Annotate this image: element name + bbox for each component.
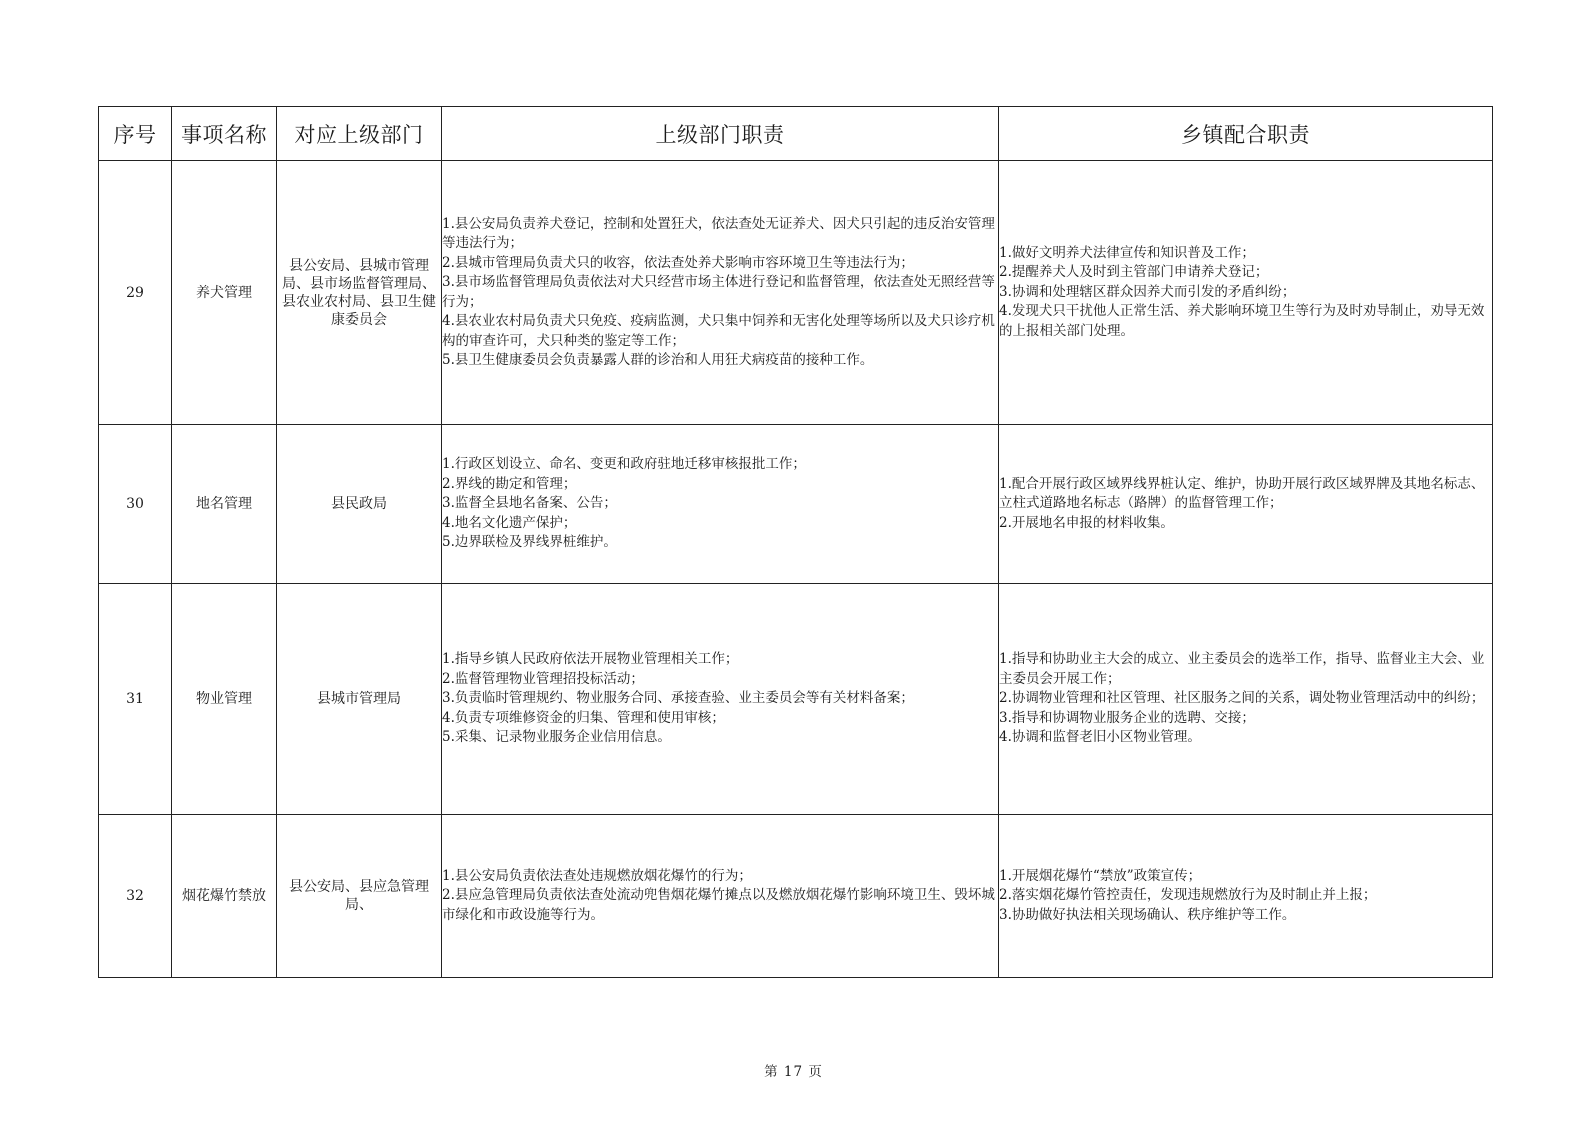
duty-line: 3.负责临时管理规约、物业服务合同、承接查验、业主委员会等有关材料备案； <box>442 690 914 707</box>
duty-line: 1.指导乡镇人民政府依法开展物业管理相关工作； <box>442 651 739 668</box>
coop-line: 3.协助做好执法相关现场确认、秩序维护等工作。 <box>999 906 1296 923</box>
coop-line: 1.配合开展行政区域界线界桩认定、维护，协助开展行政区域界牌及其地名标志、立柱式道路地名标志（路牌）的监督管理工作； <box>999 475 1485 512</box>
duty-line: 2.监督管理物业管理招投标活动； <box>442 670 644 687</box>
duty-line: 2.县应急管理局负责依法查处流动兜售烟花爆竹摊点以及燃放烟花爆竹影响环境卫生、毁坏城市绿化和市政设施等行为。 <box>442 887 995 923</box>
superior-dept: 县民政局 <box>277 425 442 584</box>
superior-duty-cell <box>442 425 999 584</box>
superior-dept: 县城市管理局 <box>277 584 442 815</box>
duty-line: 1.行政区划设立、命名、变更和政府驻地迁移审核报批工作； <box>442 456 806 473</box>
superior-duty-cell <box>442 584 999 815</box>
township-duty-cell <box>999 425 1493 584</box>
duty-line: 3.县市场监督管理局负责依法对犬只经营市场主体进行登记和监督管理，依法查处无照经营等行为； <box>442 274 995 310</box>
coop-line: 4.协调和监督老旧小区物业管理。 <box>999 729 1201 746</box>
coop-line: 4.发现犬只干扰他人正常生活、养犬影响环境卫生等行为及时劝导制止，劝导无效的上报相关部门处理。 <box>999 303 1485 339</box>
duty-line: 3.监督全县地名备案、公告； <box>442 495 617 512</box>
township-duty-cell <box>999 815 1493 978</box>
item-name: 养犬管理 <box>172 161 277 425</box>
row-number: 29 <box>99 161 172 425</box>
row-number: 30 <box>99 425 172 584</box>
row-number: 31 <box>99 584 172 815</box>
duty-table <box>98 106 1493 978</box>
duty-line: 5.采集、记录物业服务企业信用信息。 <box>442 729 671 746</box>
duty-line: 2.界线的勘定和管理； <box>442 475 577 492</box>
duty-line: 4.地名文化遗产保护； <box>442 514 577 531</box>
duty-line: 4.县农业农村局负责犬只免疫、疫病监测，犬只集中饲养和无害化处理等场所以及犬只诊疗机构的审查许可，犬只种类的鉴定等工作； <box>442 313 995 349</box>
coop-line: 2.协调物业管理和社区管理、社区服务之间的关系，调处物业管理活动中的纠纷； <box>999 690 1485 707</box>
table-header-row <box>99 107 1493 161</box>
header-superior-dept: 对应上级部门 <box>277 107 442 161</box>
header-item-name: 事项名称 <box>172 107 277 161</box>
coop-line: 1.指导和协助业主大会的成立、业主委员会的选举工作，指导、监督业主大会、业主委员会开展工作； <box>999 651 1485 687</box>
item-name: 物业管理 <box>172 584 277 815</box>
coop-line: 3.指导和协调物业服务企业的选聘、交接； <box>999 709 1255 726</box>
duty-line: 1.县公安局负责依法查处违规燃放烟花爆竹的行为； <box>442 867 752 884</box>
page-number: 第 17 页 <box>764 1064 823 1080</box>
duty-line: 5.边界联检及界线界桩维护。 <box>442 534 617 551</box>
header-township-duty: 乡镇配合职责 <box>999 107 1493 161</box>
superior-duty-cell <box>442 815 999 978</box>
duty-line: 2.县城市管理局负责犬只的收容，依法查处养犬影响市容环境卫生等违法行为； <box>442 254 914 271</box>
duty-line: 5.县卫生健康委员会负责暴露人群的诊治和人用狂犬病疫苗的接种工作。 <box>442 352 874 368</box>
superior-dept: 县公安局、县城市管理局、县市场监督管理局、县农业农村局、县卫生健康委员会 <box>277 161 442 425</box>
coop-line: 3.协调和处理辖区群众因养犬而引发的矛盾纠纷； <box>999 283 1296 300</box>
header-superior-duty: 上级部门职责 <box>442 107 999 161</box>
township-duty-cell <box>999 161 1493 425</box>
row-number: 32 <box>99 815 172 978</box>
item-name: 地名管理 <box>172 425 277 584</box>
duty-line: 1.县公安局负责养犬登记，控制和处置狂犬，依法查处无证养犬、因犬只引起的违反治安管理等违法行为； <box>442 215 995 251</box>
duty-line: 4.负责专项维修资金的归集、管理和使用审核； <box>442 709 725 726</box>
table-row <box>99 161 1493 425</box>
coop-line: 1.开展烟花爆竹“禁放”政策宣传； <box>999 867 1202 884</box>
header-no: 序号 <box>99 107 172 161</box>
coop-line: 1.做好文明养犬法律宣传和知识普及工作； <box>999 244 1255 261</box>
coop-line: 2.落实烟花爆竹管控责任，发现违规燃放行为及时制止并上报； <box>999 887 1377 904</box>
coop-line: 2.提醒养犬人及时到主管部门申请养犬登记； <box>999 264 1269 281</box>
coop-line: 2.开展地名申报的材料收集。 <box>999 514 1174 531</box>
item-name: 烟花爆竹禁放 <box>172 815 277 978</box>
township-duty-cell <box>999 584 1493 815</box>
superior-duty-cell <box>442 161 999 425</box>
superior-dept: 县公安局、县应急管理局、 <box>277 815 442 978</box>
table-row <box>99 584 1493 815</box>
table-row <box>99 815 1493 978</box>
table-row <box>99 425 1493 584</box>
